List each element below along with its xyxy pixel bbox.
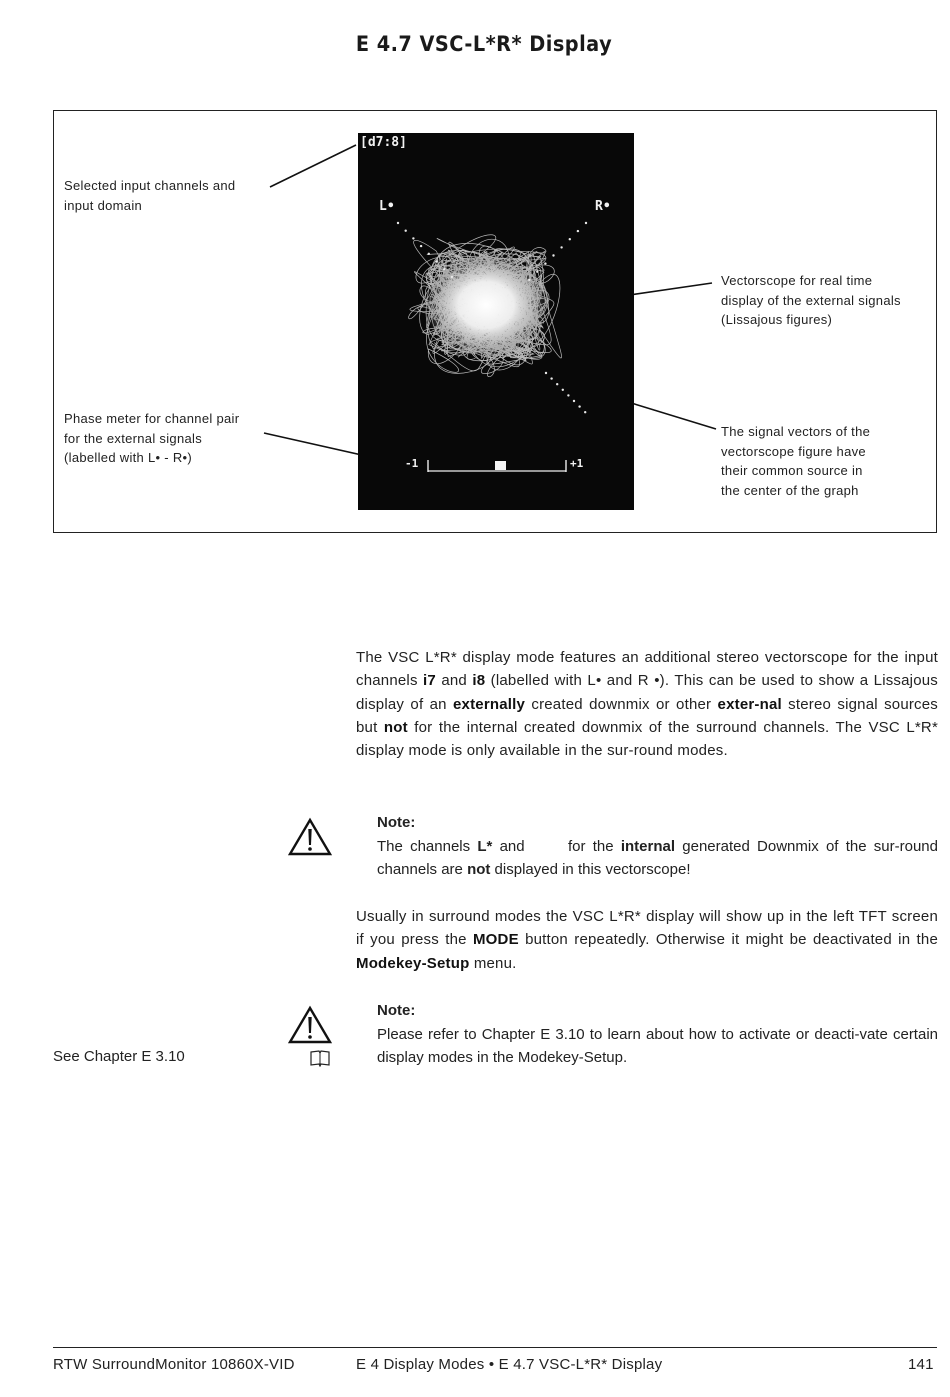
footer-product: RTW SurroundMonitor 10860X-VID (53, 1356, 295, 1373)
book-icon (309, 1049, 331, 1067)
phase-scale-max: +1 (570, 457, 584, 470)
vector-guide-dot (451, 276, 453, 278)
vector-guide-dot (562, 389, 564, 391)
channel-domain-label: [d7:8] (360, 135, 407, 150)
side-chapter-reference: See Chapter E 3.10 (53, 1048, 185, 1065)
vector-guide-dot (569, 238, 571, 240)
vector-guide-dot (552, 254, 554, 256)
callout-vectorscope: Vectorscope for real time display of the external signals (Lissajous figures) (721, 273, 901, 327)
vector-guide-dot (405, 230, 407, 232)
footer-section: E 4 Display Modes • E 4.7 VSC-L*R* Display (356, 1356, 663, 1373)
vector-guide-dot (556, 383, 558, 385)
vector-guide-dot (397, 222, 399, 224)
vector-guide-dot (443, 268, 445, 270)
vector-guide-dot (428, 253, 430, 255)
vectorscope-screen (358, 133, 634, 510)
warning-icon (287, 817, 333, 857)
intro-paragraph: The VSC L*R* display mode features an additional stereo vectorscope for the input channels i7 and i8 (labelled with L• and R •). This can be used to show a Lissajous display of an externally created downmix or other exter-nal stereo signal sources but not for the internal created downmix of the surround channels. The VSC L*R* display mode is only available in the sur-round modes. (356, 649, 938, 760)
vector-guide-dot (435, 260, 437, 262)
vector-guide-dot (412, 237, 414, 239)
callout-signal-vectors: The signal vectors of the vectorscope figure have their common source in the center of the graph (721, 424, 871, 498)
callout-phase-meter: Phase meter for channel pair for the external signals (labelled with L• - R•) (64, 411, 240, 465)
right-channel-label: R• (595, 199, 611, 214)
vector-guide-dot (550, 377, 552, 379)
callout-input-channels: Selected input channels and input domain (64, 178, 236, 213)
vector-guide-dot (573, 400, 575, 402)
mode-paragraph: Usually in surround modes the VSC L*R* display will show up in the left TFT screen if you press the MODE button repeatedly. Otherwise it might be deactivated in the Modekey-Setup menu. (356, 908, 938, 972)
phase-scale-min: -1 (405, 457, 419, 470)
vectorscope-graphic (358, 133, 634, 510)
footer-page-number: 141 (908, 1356, 934, 1373)
vector-guide-dot (567, 394, 569, 396)
vector-guide-dot (545, 372, 547, 374)
note-modekey-setup: Note: Please refer to Chapter E 3.10 to learn about how to activate or deacti-vate certain display modes in the Modekey-Setup. (377, 1002, 938, 1066)
footer-divider (53, 1347, 937, 1348)
vector-guide-dot (528, 279, 530, 281)
vector-guide-dot (584, 411, 586, 413)
warning-icon (287, 1005, 333, 1045)
vector-guide-dot (536, 271, 538, 273)
vector-guide-dot (578, 405, 580, 407)
vector-guide-dot (420, 245, 422, 247)
left-channel-label: L• (379, 199, 395, 214)
figure-frame (53, 110, 937, 533)
vector-guide-dot (585, 222, 587, 224)
vector-guide-dot (560, 246, 562, 248)
vector-guide-dot (577, 230, 579, 232)
note-internal-downmix: Note: The channels L* and for the internal generated Downmix of the sur-round channels are not displayed in this vectorscope! (377, 814, 938, 878)
vector-guide-dot (544, 262, 546, 264)
page-title: E 4.7 VSC-L*R* Display (355, 32, 613, 56)
